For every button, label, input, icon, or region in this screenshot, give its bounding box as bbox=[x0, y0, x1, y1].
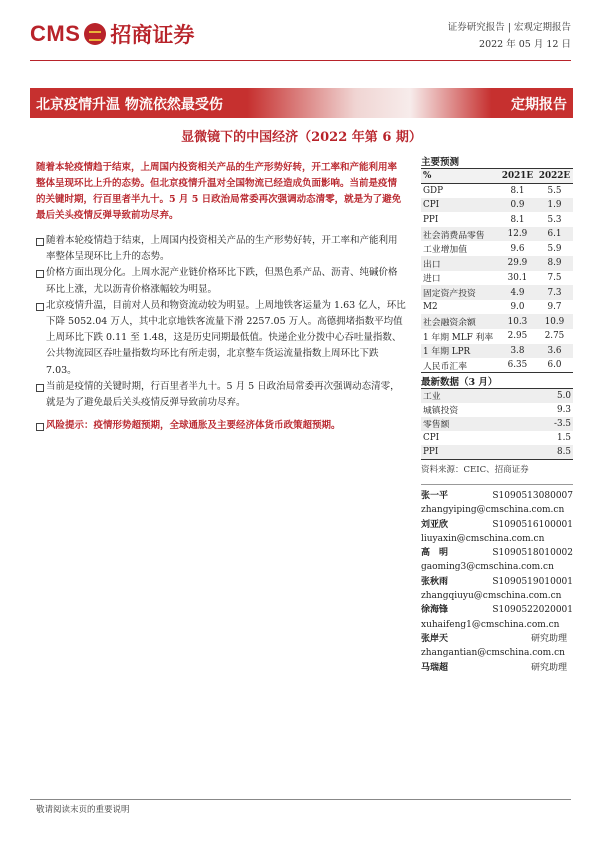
analyst-row bbox=[421, 661, 573, 675]
analyst-list bbox=[421, 489, 573, 675]
table-row bbox=[421, 358, 573, 373]
row-value: 3.8 bbox=[499, 344, 536, 359]
table-row bbox=[421, 344, 573, 359]
row-value: 0.9 bbox=[499, 198, 536, 213]
row-value: 12.9 bbox=[499, 227, 536, 242]
footer-divider bbox=[30, 799, 571, 800]
table-row bbox=[421, 329, 573, 344]
bullet-item: 北京疫情升温，目前对人员和物资流动较为明显。上周地铁客运量为 1.63 亿人，环比下降 5052.04 万人，其中北京地铁客流量下滑 2257.05 万人。高德拥堵指数平均值上周环比下跌 0.11 至 1.48，这是历史同期最低值。快递企业分拨中心吞吐量指数、公共物流园区吞吐量指数均环比有所走弱，北京整车货运流量指数上周环比下跌 7.03。 bbox=[36, 298, 406, 379]
table-row bbox=[421, 241, 573, 256]
risk-warning: 风险提示：疫情形势超预期，全球通胀及主要经济体货币政策超预期。 bbox=[36, 418, 406, 434]
analyst-id: S1090522020001 bbox=[492, 605, 573, 616]
report-date: 2022 年 05 月 12 日 bbox=[479, 39, 571, 50]
analyst-name: 马瑞超 bbox=[421, 662, 449, 673]
row-value: 7.3 bbox=[536, 285, 573, 300]
table-row bbox=[421, 183, 573, 198]
row-value: 2.75 bbox=[544, 331, 565, 342]
latest-data-title: 最新数据（3 月） bbox=[421, 377, 498, 388]
title-banner bbox=[30, 88, 573, 118]
row-value: 4.9 bbox=[499, 285, 536, 300]
header-divider bbox=[30, 60, 571, 61]
row-label: 社会消费品零售 bbox=[421, 227, 499, 242]
row-value: 5.0 bbox=[520, 389, 573, 403]
row-value: 9.7 bbox=[547, 302, 562, 313]
row-value: 6.35 bbox=[499, 358, 536, 373]
company-logo bbox=[30, 14, 194, 54]
row-label: 城镇投资 bbox=[423, 406, 459, 417]
row-value: 1.5 bbox=[557, 433, 571, 444]
forecast-table bbox=[421, 168, 573, 373]
row-value: 2.95 bbox=[507, 331, 528, 342]
row-value: 29.9 bbox=[499, 256, 536, 271]
analyst-id: S1090519010001 bbox=[492, 576, 573, 587]
analyst-divider bbox=[421, 484, 573, 485]
analyst-id: S1090513080007 bbox=[492, 491, 573, 501]
table-row bbox=[421, 198, 573, 213]
row-label: 人民币汇率 bbox=[421, 358, 499, 373]
bullet-item: 随着本轮疫情趋于结束，上周国内投资相关产品的生产形势好转，开工率和产能利用率整体呈现环比上升的态势。 bbox=[36, 233, 406, 265]
summary-paragraph: 随着本轮疫情趋于结束，上周国内投资相关产品的生产形势好转，开工率和产能利用率整体呈现环比上升的态势。但北京疫情升温对全国物流已经造成负面影响。当前是疫情的关键时期，行百里者半九十。5 月 5 日政治局常委再次强调动态清零，就是为了避免最后关头疫情反弹导致前功尽弃。 bbox=[36, 162, 402, 221]
row-label: 进口 bbox=[423, 274, 441, 285]
analyst-row bbox=[421, 603, 573, 617]
row-value: 8.5 bbox=[520, 445, 573, 459]
table-row bbox=[421, 256, 573, 271]
row-label: GDP bbox=[423, 185, 443, 196]
table-row bbox=[421, 417, 573, 431]
report-tag: 定期报告 bbox=[511, 97, 567, 113]
row-label: 工业增加值 bbox=[423, 245, 467, 256]
table-row bbox=[421, 431, 573, 445]
forecast-panel bbox=[421, 154, 573, 373]
row-label: 固定资产投资 bbox=[421, 285, 499, 300]
row-label: M2 bbox=[423, 302, 438, 313]
row-value: 8.1 bbox=[510, 214, 525, 225]
table-row bbox=[421, 389, 573, 403]
row-value: 3.6 bbox=[536, 344, 573, 359]
row-value: 1.9 bbox=[536, 198, 573, 213]
report-title: 北京疫情升温 物流依然最受伤 bbox=[36, 97, 223, 113]
latest-data-table bbox=[421, 388, 573, 460]
table-header-cell: 2021E bbox=[499, 169, 536, 184]
header-meta bbox=[448, 19, 571, 53]
logo-badge-icon bbox=[84, 23, 106, 45]
analyst-name: 张岸天 bbox=[421, 633, 449, 644]
analyst-row bbox=[421, 575, 573, 589]
analyst-name: 徐海锋 bbox=[421, 605, 449, 616]
analyst-row bbox=[421, 632, 573, 646]
analyst-role: 研究助理 bbox=[530, 662, 567, 673]
row-value: 30.1 bbox=[507, 272, 528, 283]
row-label: PPI bbox=[421, 445, 520, 459]
analyst-name: 张一平 bbox=[421, 491, 449, 501]
analyst-email[interactable]: zhangantian@cmschina.com.cn bbox=[421, 648, 565, 659]
table-row bbox=[421, 227, 573, 242]
analyst-role: 研究助理 bbox=[530, 633, 567, 644]
table-row bbox=[421, 445, 573, 459]
table-header-cell: % bbox=[421, 169, 499, 184]
row-value: 9.0 bbox=[510, 302, 525, 313]
row-label: 零售额 bbox=[421, 417, 520, 431]
row-label: 社会融资余额 bbox=[421, 314, 499, 329]
row-label: 1 年期 MLF 利率 bbox=[423, 332, 494, 343]
logo-cn-text: 招商证券 bbox=[110, 23, 195, 47]
doc-type: 证券研究报告 | 宏观定期报告 bbox=[447, 22, 571, 33]
report-subtitle: 显微镜下的中国经济（2022 年第 6 期） bbox=[181, 130, 422, 145]
row-label: 1 年期 LPR bbox=[421, 344, 499, 359]
footer-note: 敬请阅读末页的重要说明 bbox=[36, 805, 130, 815]
table-row bbox=[421, 285, 573, 300]
analyst-email[interactable]: xuhaifeng1@cmschina.com.cn bbox=[421, 619, 560, 630]
row-value: 10.3 bbox=[499, 314, 536, 329]
table-header-row bbox=[421, 169, 573, 184]
row-value: 9.6 bbox=[510, 243, 525, 254]
analyst-row bbox=[421, 518, 573, 532]
table-row bbox=[421, 403, 573, 417]
forecast-title: 主要预测 bbox=[421, 157, 460, 168]
row-label: CPI bbox=[423, 433, 440, 444]
analyst-row bbox=[421, 546, 573, 560]
row-value: 5.9 bbox=[547, 243, 562, 254]
analyst-name: 张秋雨 bbox=[421, 576, 449, 587]
row-value: 8.9 bbox=[536, 256, 573, 271]
table-header-cell: 2022E bbox=[536, 169, 573, 184]
analyst-email[interactable]: zhangqiuyu@cmschina.com.cn bbox=[421, 591, 562, 602]
row-label: 出口 bbox=[421, 256, 499, 271]
row-label: CPI bbox=[421, 198, 499, 213]
logo-cms-text: CMS bbox=[30, 21, 81, 46]
table-row bbox=[421, 271, 573, 286]
table-row bbox=[421, 314, 573, 329]
analyst-email[interactable]: zhangyiping@cmschina.com.cn bbox=[421, 505, 565, 516]
table-row bbox=[421, 300, 573, 315]
analyst-row bbox=[421, 489, 573, 503]
row-value: 5.5 bbox=[547, 185, 562, 196]
row-value: 6.1 bbox=[536, 227, 573, 242]
analyst-email[interactable]: liuyaxin@cmschina.com.cn bbox=[421, 533, 545, 544]
row-value: 8.1 bbox=[510, 185, 525, 196]
row-label: 工业 bbox=[421, 389, 520, 403]
row-value: 7.5 bbox=[547, 272, 562, 283]
row-label: PPI bbox=[423, 214, 439, 225]
analyst-id: S1090516100001 bbox=[492, 519, 573, 530]
row-value: 9.3 bbox=[557, 404, 571, 415]
analyst-name: 刘亚欣 bbox=[421, 519, 449, 530]
bullet-item: 当前是疫情的关键时期，行百里者半九十。5 月 5 日政治局常委再次强调动态清零，就是为了避免最后关头疫情反弹导致前功尽弃。 bbox=[36, 379, 406, 411]
row-value: -3.5 bbox=[520, 417, 573, 431]
analyst-email[interactable]: gaoming3@cmschina.com.cn bbox=[421, 562, 554, 573]
table-row bbox=[421, 212, 573, 227]
latest-data-panel bbox=[421, 374, 573, 475]
analyst-name: 高 明 bbox=[421, 548, 449, 559]
analyst-id: S1090518010002 bbox=[492, 548, 573, 559]
data-source: 资料来源：CEIC、招商证券 bbox=[421, 464, 529, 475]
row-value: 6.0 bbox=[536, 358, 573, 373]
bullet-item: 价格方面出现分化。上周水泥产业链价格环比下跌，但黑色系产品、沥青、纯碱价格环比上涨，尤以沥青价格涨幅较为明显。 bbox=[36, 265, 406, 297]
row-value: 10.9 bbox=[536, 314, 573, 329]
row-value: 5.3 bbox=[547, 214, 562, 225]
bullet-list bbox=[36, 233, 406, 411]
